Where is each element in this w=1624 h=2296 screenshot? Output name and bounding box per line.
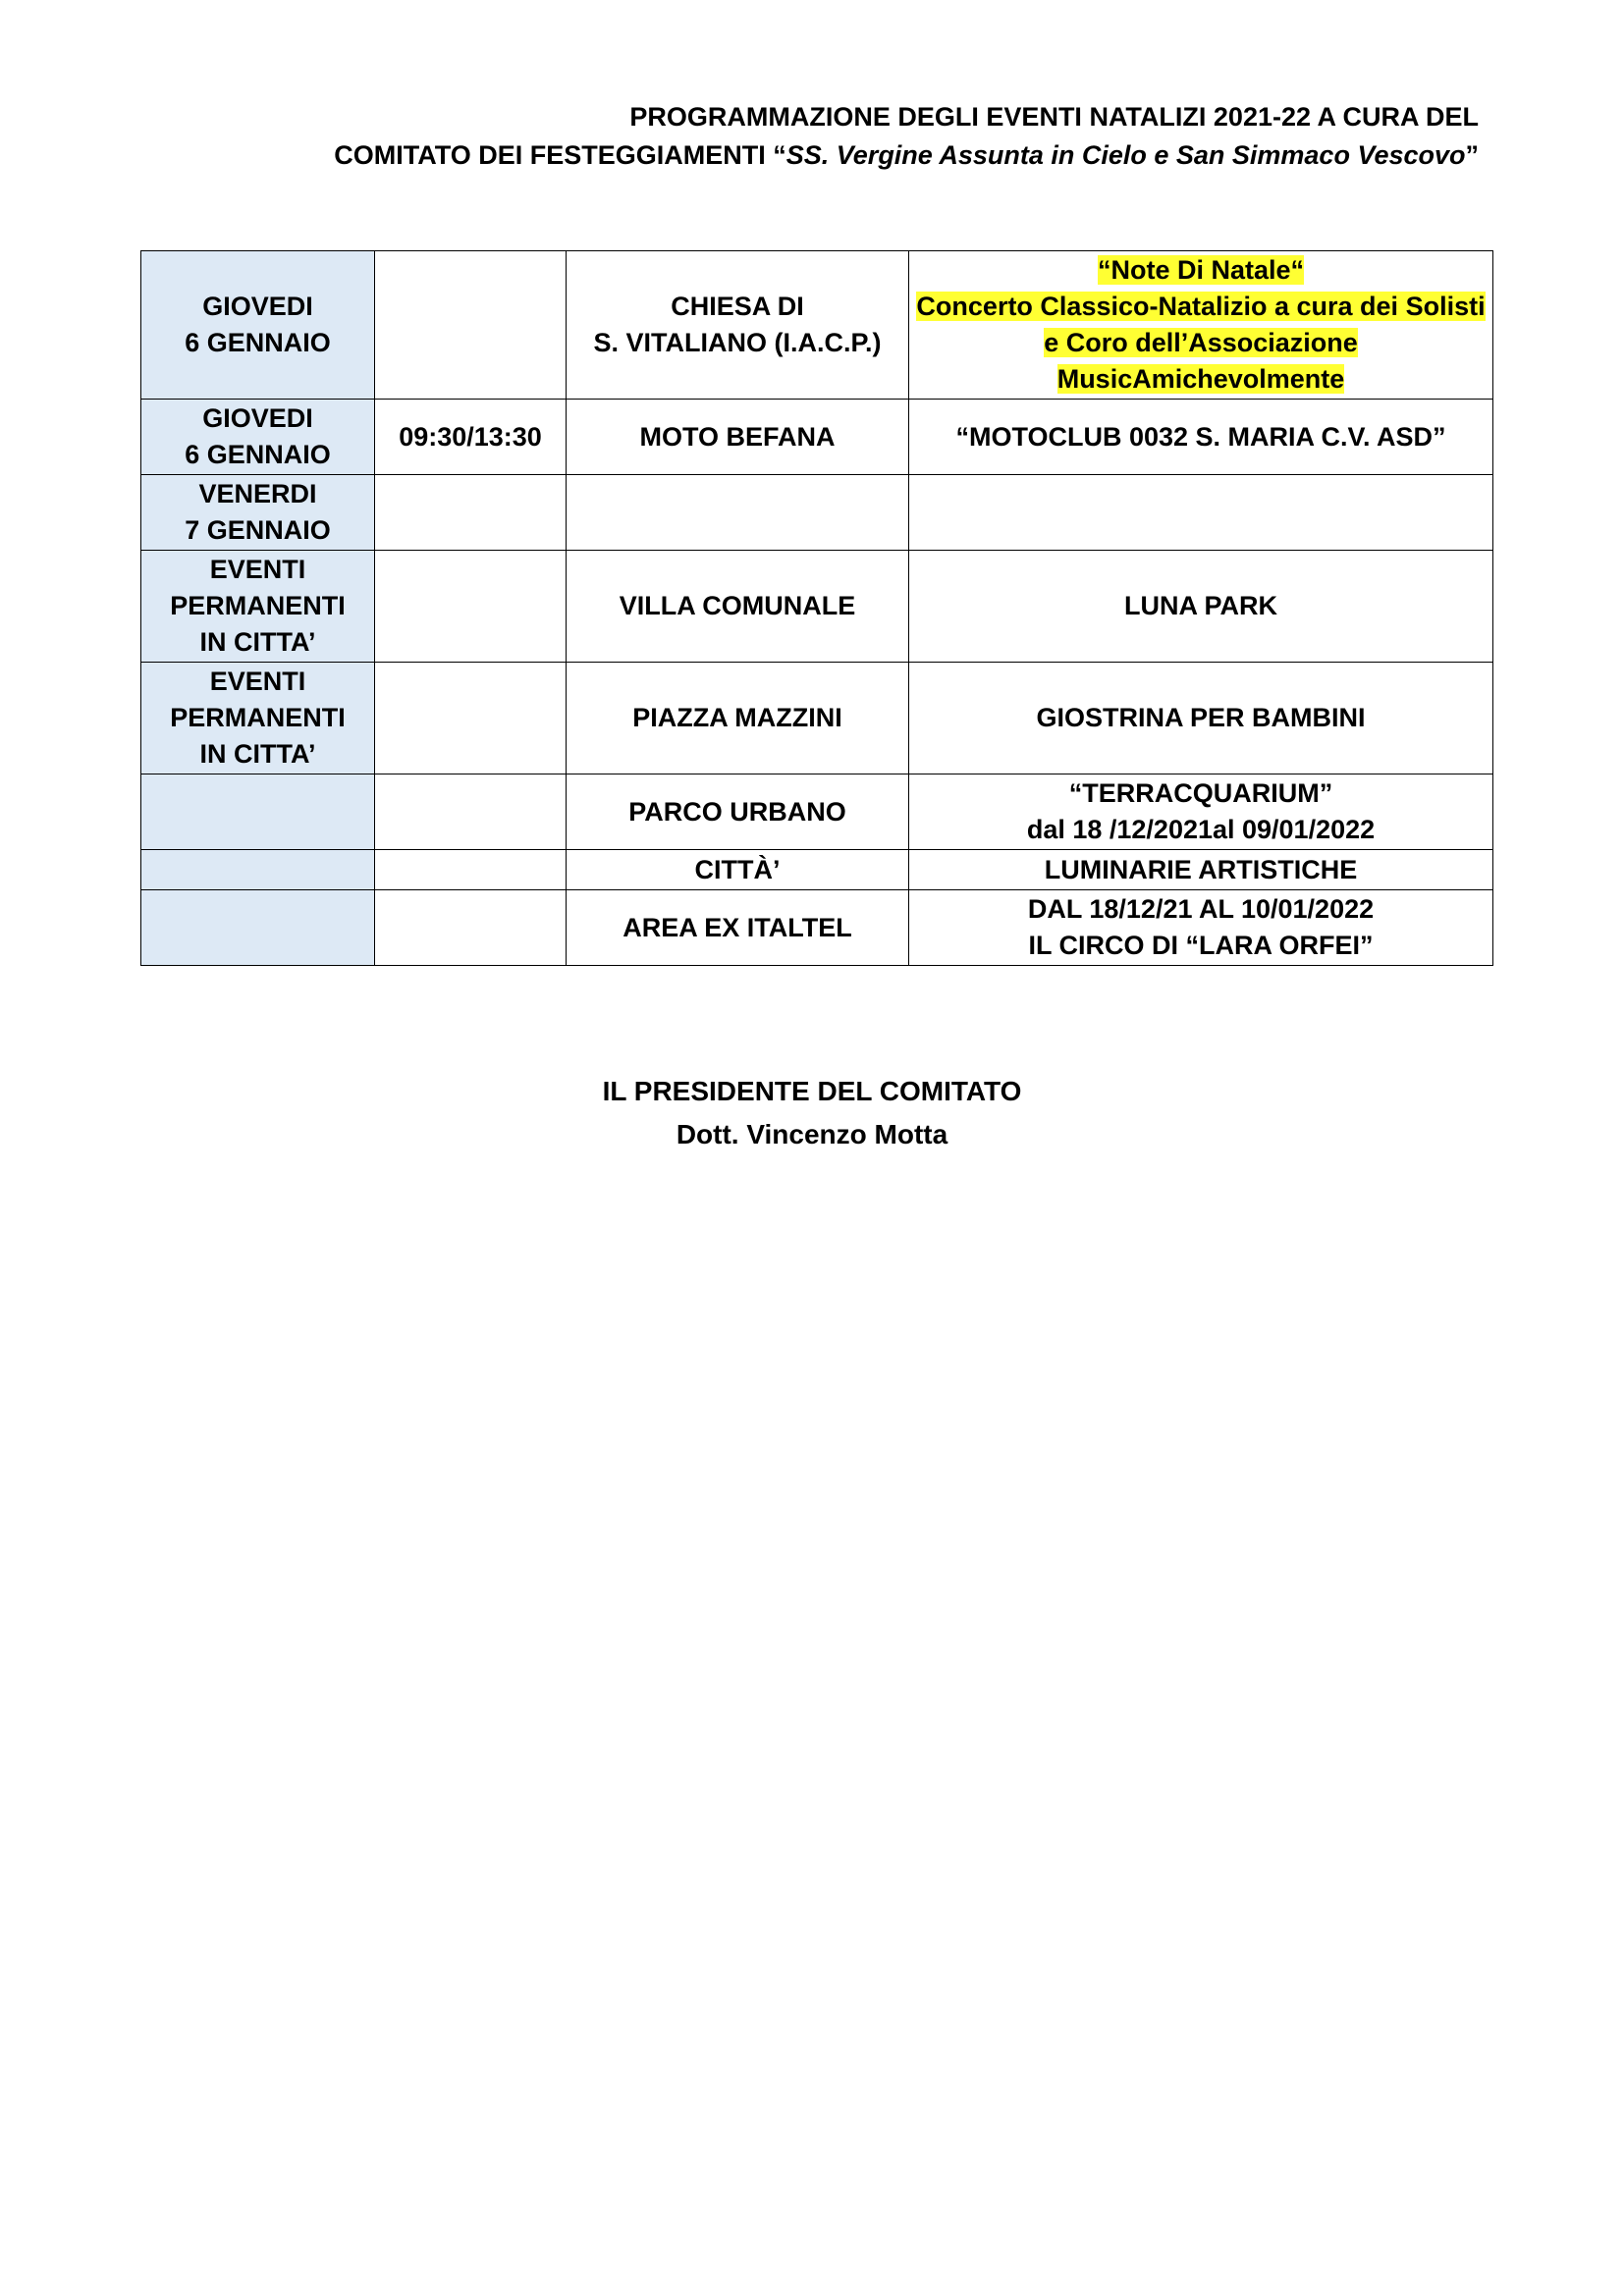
signature-role: IL PRESIDENTE DEL COMITATO — [602, 1076, 1022, 1106]
time-cell — [375, 774, 567, 850]
time-cell: 09:30/13:30 — [375, 400, 567, 475]
place-cell: VILLA COMUNALE — [567, 551, 909, 663]
time-cell — [375, 663, 567, 774]
time-cell — [375, 850, 567, 890]
time-cell — [375, 251, 567, 400]
event-cell — [909, 475, 1493, 551]
event-cell: LUNA PARK — [909, 551, 1493, 663]
event-cell: DAL 18/12/21 AL 10/01/2022 IL CIRCO DI “LARA ORFEI” — [909, 890, 1493, 966]
header-line2-prefix: COMITATO DEI FESTEGGIAMENTI “ — [334, 140, 786, 170]
day-cell — [141, 774, 375, 850]
event-highlight: “Note Di Natale“ Concerto Classico-Natalizio a cura dei Solisti e Coro dell’Associazione MusicAmichevolmente — [916, 255, 1486, 394]
table-row — [141, 551, 1493, 663]
place-cell: PIAZZA MAZZINI — [567, 663, 909, 774]
event-cell: “MOTOCLUB 0032 S. MARIA C.V. ASD” — [909, 400, 1493, 475]
day-cell: EVENTI PERMANENTI IN CITTA’ — [141, 551, 375, 663]
day-cell: GIOVEDI 6 GENNAIO — [141, 251, 375, 400]
place-cell: CHIESA DI S. VITALIANO (I.A.C.P.) — [567, 251, 909, 400]
table-row — [141, 890, 1493, 966]
table-row — [141, 774, 1493, 850]
place-cell — [567, 475, 909, 551]
place-cell: AREA EX ITALTEL — [567, 890, 909, 966]
header-title-line2 — [104, 136, 1479, 175]
place-cell: MOTO BEFANA — [567, 400, 909, 475]
day-cell: EVENTI PERMANENTI IN CITTA’ — [141, 663, 375, 774]
place-cell: PARCO URBANO — [567, 774, 909, 850]
header-title-line1: PROGRAMMAZIONE DEGLI EVENTI NATALIZI 2021-22 A CURA DEL — [629, 102, 1479, 132]
table-row — [141, 850, 1493, 890]
table-row — [141, 251, 1493, 400]
time-cell — [375, 475, 567, 551]
signature-name: Dott. Vincenzo Motta — [676, 1119, 948, 1149]
header-line2-suffix: ” — [1465, 140, 1479, 170]
place-cell: CITTÀ’ — [567, 850, 909, 890]
time-cell — [375, 890, 567, 966]
table-row — [141, 663, 1493, 774]
signature-block — [0, 1070, 1624, 1156]
day-cell: VENERDI 7 GENNAIO — [141, 475, 375, 551]
event-cell — [909, 251, 1493, 400]
day-cell: GIOVEDI 6 GENNAIO — [141, 400, 375, 475]
document-header — [104, 98, 1479, 175]
header-committee-name: SS. Vergine Assunta in Cielo e San Simmaco Vescovo — [785, 140, 1466, 170]
event-cell: “TERRACQUARIUM” dal 18 /12/2021al 09/01/2022 — [909, 774, 1493, 850]
events-table — [140, 250, 1493, 966]
table-row — [141, 400, 1493, 475]
time-cell — [375, 551, 567, 663]
day-cell — [141, 890, 375, 966]
day-cell — [141, 850, 375, 890]
event-cell: GIOSTRINA PER BAMBINI — [909, 663, 1493, 774]
table-row — [141, 475, 1493, 551]
event-cell: LUMINARIE ARTISTICHE — [909, 850, 1493, 890]
